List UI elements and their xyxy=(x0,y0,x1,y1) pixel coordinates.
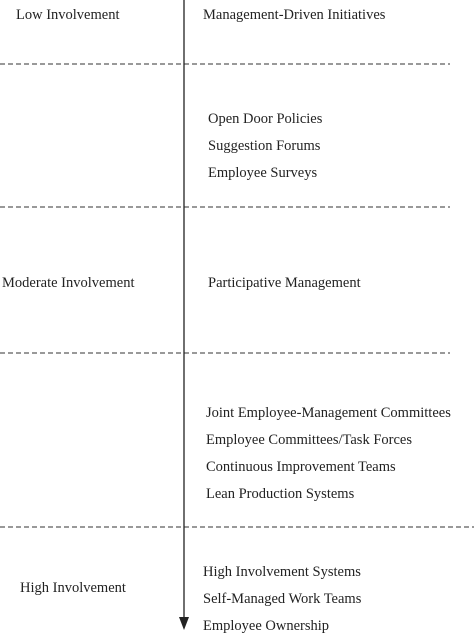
initiative-self-managed-teams: Self-Managed Work Teams xyxy=(203,591,362,607)
level-low-label: Low Involvement xyxy=(16,7,120,23)
initiative-open-door-policies: Open Door Policies xyxy=(208,111,323,127)
initiative-continuous-improvement: Continuous Improvement Teams xyxy=(206,459,396,475)
initiative-lean-production: Lean Production Systems xyxy=(206,486,355,502)
initiative-participative-management: Participative Management xyxy=(208,275,361,291)
level-moderate-label: Moderate Involvement xyxy=(2,275,135,291)
initiative-employee-surveys: Employee Surveys xyxy=(208,165,318,181)
level-high-label: High Involvement xyxy=(20,580,126,596)
initiative-employee-ownership: Employee Ownership xyxy=(203,618,330,634)
initiative-task-forces: Employee Committees/Task Forces xyxy=(206,432,412,448)
initiative-high-involvement-systems: High Involvement Systems xyxy=(203,564,361,580)
initiative-joint-committees: Joint Employee-Management Committees xyxy=(206,405,451,421)
arrow-down-icon xyxy=(179,617,189,630)
initiative-management-driven: Management-Driven Initiatives xyxy=(203,7,386,23)
initiative-suggestion-forums: Suggestion Forums xyxy=(208,138,321,154)
